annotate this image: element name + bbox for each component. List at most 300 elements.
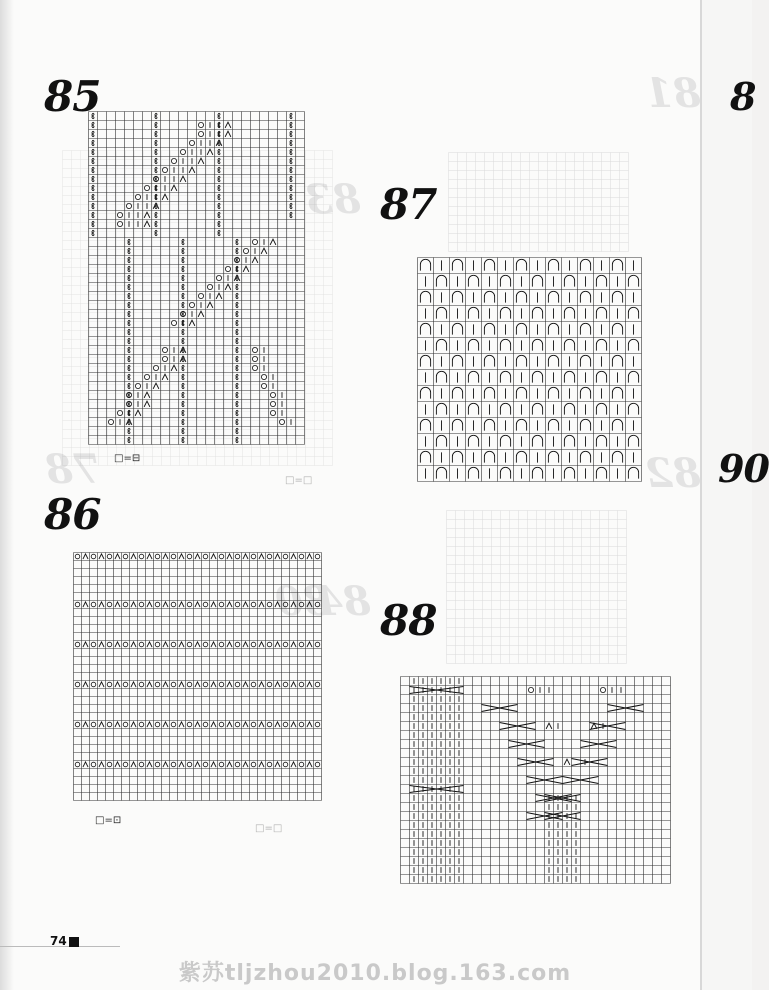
stitch-symbol [225, 122, 231, 128]
stitch-symbol [91, 602, 96, 607]
stitch-symbol [218, 185, 220, 191]
stitch-symbol [123, 642, 128, 647]
stitch-symbol [236, 356, 238, 362]
stitch-symbol [307, 682, 312, 687]
pattern-number-86: 86 [44, 490, 101, 539]
stitch-symbol [107, 762, 112, 767]
stitch-symbol [189, 167, 195, 173]
stitch-symbol [128, 320, 130, 326]
stitch-symbol [275, 602, 280, 607]
stitch-symbol [162, 167, 167, 172]
stitch-symbol [123, 722, 128, 727]
stitch-symbol [235, 602, 240, 607]
stitch-symbol [92, 122, 94, 128]
stitch-symbol [198, 311, 204, 317]
stitch-symbol [267, 762, 272, 767]
stitch-symbol [252, 347, 257, 352]
stitch-symbol [468, 371, 478, 382]
stitch-symbol [207, 302, 213, 308]
stitch-symbol [182, 293, 184, 299]
stitch-symbol [564, 467, 574, 478]
stitch-symbol [131, 554, 136, 559]
stitch-symbol [135, 410, 141, 416]
stitch-symbol [187, 642, 192, 647]
stitch-symbol [91, 682, 96, 687]
stitch-symbol [532, 371, 542, 382]
stitch-symbol [139, 722, 144, 727]
stitch-symbol [227, 682, 232, 687]
stitch-symbol [153, 383, 159, 389]
stitch-symbol [436, 403, 446, 414]
stitch-symbol [236, 419, 238, 425]
stitch-symbol [236, 338, 238, 344]
stitch-symbol [182, 392, 184, 398]
stitch-symbol [126, 203, 131, 208]
stitch-symbol [452, 451, 462, 462]
stitch-symbol [259, 722, 264, 727]
stitch-symbol [628, 275, 638, 286]
stitch-symbol [155, 682, 160, 687]
stitch-symbol [484, 259, 494, 270]
stitch-symbol [420, 387, 430, 398]
stitch-symbol [171, 682, 176, 687]
stitch-symbol [91, 722, 96, 727]
stitch-symbol [155, 602, 160, 607]
stitch-symbol [128, 365, 130, 371]
stitch-symbol [252, 257, 258, 263]
stitch-symbol [516, 355, 526, 366]
stitch-symbol [270, 401, 275, 406]
stitch-symbol [182, 329, 184, 335]
stitch-symbol [171, 158, 176, 163]
stitch-symbol [92, 230, 94, 236]
stitch-symbol [128, 383, 130, 389]
stitch-symbol [612, 355, 622, 366]
stitch-symbol [207, 149, 213, 155]
stitch-symbol [83, 554, 88, 559]
stitch-symbol [259, 762, 264, 767]
stitch-symbol [564, 403, 574, 414]
stitch-symbol [219, 682, 224, 687]
stitch-symbol [290, 167, 292, 173]
stitch-symbol [179, 722, 184, 727]
stitch-symbol [596, 403, 606, 414]
stitch-symbol [139, 602, 144, 607]
stitch-symbol [107, 722, 112, 727]
chart-88 [400, 676, 670, 884]
stitch-symbol [252, 356, 257, 361]
stitch-symbol [163, 682, 168, 687]
stitch-symbol [252, 365, 257, 370]
ghost-number: 83 [305, 176, 361, 223]
stitch-symbol [436, 307, 446, 318]
stitch-symbol [163, 642, 168, 647]
stitch-symbol [420, 291, 430, 302]
stitch-symbol [203, 762, 208, 767]
stitch-symbol [131, 602, 136, 607]
stitch-symbol [564, 275, 574, 286]
stitch-symbol [283, 722, 288, 727]
stitch-symbol [225, 131, 231, 137]
stitch-symbol [243, 266, 249, 272]
stitch-symbol [144, 185, 149, 190]
stitch-symbol [500, 275, 510, 286]
stitch-symbol [128, 266, 130, 272]
stitch-symbol [155, 158, 157, 164]
stitch-symbol [218, 230, 220, 236]
stitch-symbol [252, 239, 257, 244]
stitch-symbol [548, 291, 558, 302]
ghost-number: 82 [645, 450, 701, 497]
stitch-symbol [600, 687, 605, 692]
stitch-symbol [107, 602, 112, 607]
stitch-symbol [420, 323, 430, 334]
stitch-symbol [182, 410, 184, 416]
stitch-symbol [219, 642, 224, 647]
stitch-symbol [219, 602, 224, 607]
stitch-symbol [484, 323, 494, 334]
stitch-symbol [218, 212, 220, 218]
stitch-symbol [203, 642, 208, 647]
stitch-symbol [179, 602, 184, 607]
stitch-symbol [307, 722, 312, 727]
stitch-symbol [83, 722, 88, 727]
stitch-symbol [198, 131, 203, 136]
stitch-symbol [275, 762, 280, 767]
stitch-symbol [155, 131, 157, 137]
stitch-symbol [251, 762, 256, 767]
ghost-number: 84 [315, 578, 371, 625]
stitch-symbol [259, 602, 264, 607]
stitch-symbol [236, 311, 238, 317]
stitch-symbol [261, 374, 266, 379]
stitch-symbol [99, 762, 104, 767]
stitch-symbol [108, 419, 113, 424]
stitch-symbol [283, 682, 288, 687]
stitch-symbol [182, 428, 184, 434]
stitch-symbol [468, 467, 478, 478]
stitch-symbol [259, 554, 264, 559]
stitch-symbol [236, 257, 238, 263]
ghost-legend: □=□ [285, 475, 313, 486]
stitch-symbol [180, 176, 186, 182]
stitch-symbol [275, 554, 280, 559]
stitch-symbol [612, 387, 622, 398]
stitch-symbol [216, 293, 222, 299]
stitch-symbol [203, 602, 208, 607]
stitch-symbol [182, 401, 184, 407]
stitch-symbol [548, 419, 558, 430]
stitch-symbol [291, 722, 296, 727]
stitch-symbol [83, 602, 88, 607]
stitch-symbol [195, 602, 200, 607]
stitch-symbol [580, 387, 590, 398]
stitch-symbol [219, 762, 224, 767]
stitch-symbol [139, 554, 144, 559]
stitch-symbol [171, 642, 176, 647]
stitch-symbol [91, 762, 96, 767]
stitch-symbol [564, 371, 574, 382]
stitch-symbol [155, 149, 157, 155]
stitch-symbol [236, 320, 238, 326]
stitch-symbol [128, 311, 130, 317]
stitch-symbol [291, 554, 296, 559]
stitch-symbol [484, 355, 494, 366]
stitch-symbol [235, 762, 240, 767]
stitch-symbol [187, 554, 192, 559]
stitch-symbol [155, 176, 157, 182]
stitch-symbol [235, 642, 240, 647]
stitch-symbol [182, 239, 184, 245]
stitch-symbol [92, 221, 94, 227]
stitch-symbol [612, 259, 622, 270]
stitch-symbol [291, 682, 296, 687]
stitch-symbol [315, 722, 320, 727]
stitch-symbol [92, 185, 94, 191]
stitch-symbol [516, 387, 526, 398]
stitch-symbol [580, 291, 590, 302]
stitch-symbol [227, 762, 232, 767]
stitch-symbol [516, 323, 526, 334]
stitch-symbol [182, 311, 184, 317]
stitch-symbol [236, 410, 238, 416]
stitch-symbol [163, 602, 168, 607]
adjacent-page [700, 0, 752, 990]
stitch-symbol [612, 419, 622, 430]
stitch-symbol [99, 722, 104, 727]
stitch-symbol [171, 722, 176, 727]
stitch-symbol [117, 410, 122, 415]
stitch-symbol [91, 642, 96, 647]
ghost-number: 81 [645, 70, 701, 117]
stitch-symbol [290, 149, 292, 155]
stitch-symbol [92, 113, 94, 119]
stitch-symbol [290, 113, 292, 119]
stitch-symbol [115, 602, 120, 607]
stitch-symbol [171, 602, 176, 607]
stitch-symbol [612, 291, 622, 302]
stitch-symbol [99, 602, 104, 607]
stitch-symbol [283, 602, 288, 607]
stitch-symbol [528, 687, 533, 692]
stitch-symbol [128, 302, 130, 308]
stitch-symbol [580, 419, 590, 430]
stitch-symbol [500, 435, 510, 446]
stitch-symbol [92, 131, 94, 137]
stitch-symbol [270, 239, 276, 245]
chart-85 [88, 111, 304, 445]
stitch-symbol [596, 307, 606, 318]
stitch-symbol [259, 682, 264, 687]
page-gutter-shadow [0, 0, 14, 990]
stitch-symbol [144, 401, 150, 407]
stitch-symbol [420, 259, 430, 270]
stitch-symbol [211, 554, 216, 559]
stitch-symbol [628, 371, 638, 382]
stitch-symbol [468, 339, 478, 350]
stitch-symbol [315, 642, 320, 647]
stitch-symbol [147, 554, 152, 559]
stitch-symbol [227, 642, 232, 647]
stitch-symbol [291, 602, 296, 607]
stitch-symbol [290, 122, 292, 128]
stitch-symbol [135, 194, 140, 199]
stitch-symbol [155, 113, 157, 119]
stitch-symbol [452, 323, 462, 334]
stitch-symbol [218, 221, 220, 227]
stitch-symbol [259, 642, 264, 647]
stitch-symbol [75, 682, 80, 687]
stitch-symbol [128, 401, 130, 407]
stitch-symbol [128, 374, 130, 380]
stitch-symbol [612, 451, 622, 462]
legend-85: □=⊟ [114, 453, 141, 464]
stitch-symbol [92, 176, 94, 182]
stitch-symbol [139, 642, 144, 647]
stitch-symbol [236, 428, 238, 434]
stitch-symbol [283, 554, 288, 559]
stitch-symbol [92, 158, 94, 164]
stitch-symbol [182, 437, 184, 443]
stitch-symbol [218, 167, 220, 173]
stitch-symbol [299, 642, 304, 647]
stitch-symbol [115, 762, 120, 767]
stitch-symbol [123, 554, 128, 559]
stitch-symbol [179, 762, 184, 767]
stitch-symbol [452, 387, 462, 398]
stitch-symbol [436, 435, 446, 446]
stitch-symbol [92, 149, 94, 155]
stitch-symbol [275, 642, 280, 647]
stitch-symbol [628, 435, 638, 446]
stitch-symbol [128, 257, 130, 263]
stitch-symbol [189, 302, 194, 307]
stitch-symbol [270, 410, 275, 415]
stitch-symbol [211, 642, 216, 647]
stitch-symbol [548, 323, 558, 334]
stitch-symbol [452, 419, 462, 430]
stitch-symbol [516, 291, 526, 302]
stitch-symbol [211, 682, 216, 687]
stitch-symbol [227, 602, 232, 607]
stitch-symbol [500, 307, 510, 318]
stitch-symbol [207, 284, 212, 289]
stitch-symbol [189, 140, 194, 145]
stitch-symbol [162, 356, 167, 361]
stitch-symbol [139, 682, 144, 687]
stitch-symbol [92, 212, 94, 218]
stitch-symbol [420, 451, 430, 462]
stitch-symbol [290, 203, 292, 209]
stitch-symbol [235, 682, 240, 687]
stitch-symbol [182, 302, 184, 308]
stitch-symbol [131, 642, 136, 647]
stitch-symbol [182, 266, 184, 272]
stitch-symbol [251, 602, 256, 607]
stitch-symbol [251, 682, 256, 687]
stitch-symbol [261, 248, 267, 254]
stitch-symbol [131, 722, 136, 727]
stitch-symbol [236, 437, 238, 443]
legend-86: □=⊡ [95, 815, 122, 826]
stitch-symbol [612, 323, 622, 334]
stitch-symbol [115, 554, 120, 559]
stitch-symbol [468, 275, 478, 286]
stitch-symbol [179, 642, 184, 647]
pattern-number-88: 88 [380, 596, 437, 645]
ghost-number: 78 [45, 446, 101, 493]
stitch-symbol [236, 365, 238, 371]
stitch-symbol [500, 403, 510, 414]
stitch-symbol [468, 307, 478, 318]
stitch-symbol [628, 403, 638, 414]
stitch-symbol [307, 602, 312, 607]
stitch-symbol [315, 602, 320, 607]
stitch-symbol [123, 602, 128, 607]
stitch-symbol [283, 762, 288, 767]
stitch-symbol [144, 221, 150, 227]
stitch-symbol [532, 435, 542, 446]
stitch-symbol [123, 682, 128, 687]
stitch-symbol [227, 722, 232, 727]
stitch-symbol [107, 642, 112, 647]
stitch-symbol [236, 293, 238, 299]
stitch-symbol [267, 554, 272, 559]
stitch-symbol [564, 307, 574, 318]
stitch-symbol [155, 122, 157, 128]
stitch-symbol [171, 185, 177, 191]
stitch-symbol [131, 762, 136, 767]
stitch-symbol [227, 554, 232, 559]
stitch-symbol [236, 374, 238, 380]
chart-86 [73, 552, 321, 804]
stitch-symbol [92, 203, 94, 209]
stitch-symbol [290, 212, 292, 218]
stitch-symbol [155, 722, 160, 727]
stitch-symbol [267, 682, 272, 687]
stitch-symbol [468, 435, 478, 446]
stitch-symbol [275, 682, 280, 687]
stitch-symbol [225, 284, 231, 290]
stitch-symbol [452, 259, 462, 270]
stitch-symbol [275, 722, 280, 727]
stitch-symbol [147, 722, 152, 727]
stitch-symbol [128, 347, 130, 353]
stitch-symbol [516, 451, 526, 462]
stitch-symbol [107, 554, 112, 559]
chart-87 [417, 257, 641, 481]
stitch-symbol [267, 602, 272, 607]
stitch-symbol [218, 203, 220, 209]
stitch-symbol [628, 307, 638, 318]
stitch-symbol [203, 722, 208, 727]
stitch-symbol [195, 762, 200, 767]
stitch-symbol [128, 239, 130, 245]
stitch-symbol [211, 762, 216, 767]
stitch-symbol [596, 435, 606, 446]
stitch-symbol [564, 435, 574, 446]
stitch-symbol [147, 682, 152, 687]
stitch-symbol [243, 682, 248, 687]
stitch-symbol [548, 387, 558, 398]
stitch-symbol [187, 762, 192, 767]
stitch-symbol [218, 113, 220, 119]
stitch-symbol [99, 554, 104, 559]
stitch-symbol [468, 403, 478, 414]
stitch-symbol [484, 387, 494, 398]
stitch-symbol [153, 365, 158, 370]
stitch-symbol [299, 602, 304, 607]
